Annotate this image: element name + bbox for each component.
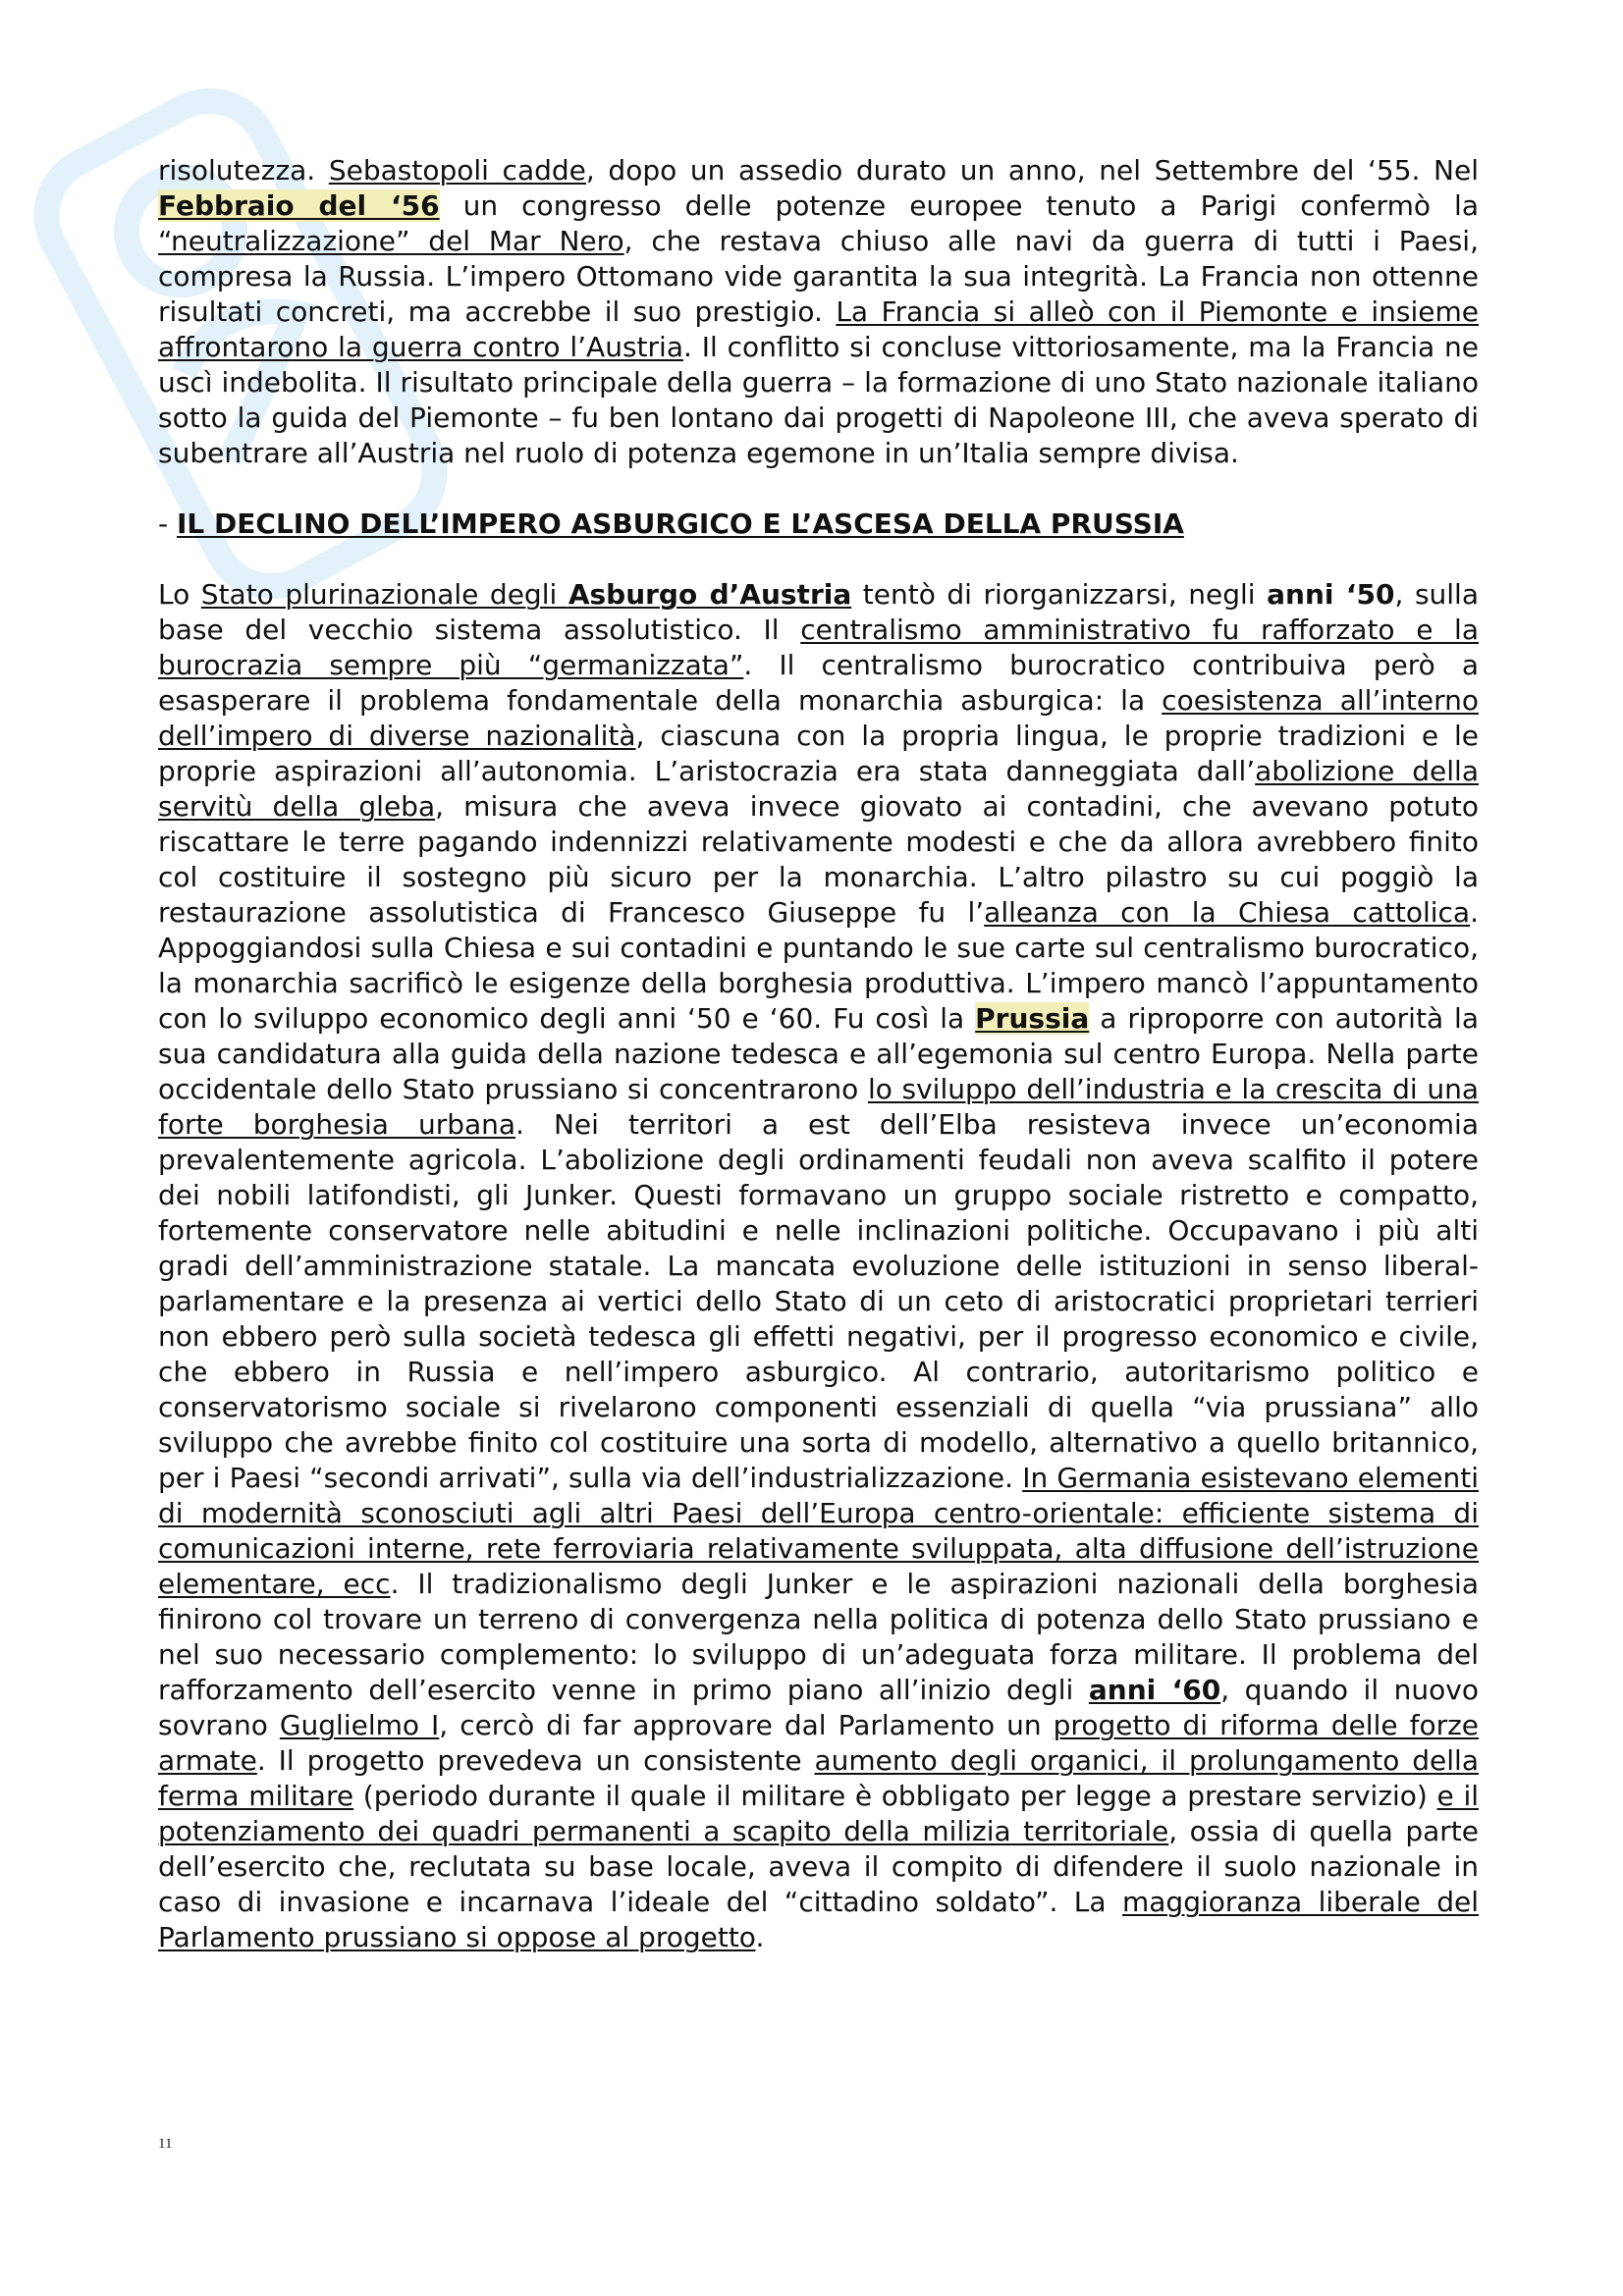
text-run: , quando il nuovo sovrano [158, 1674, 1479, 1741]
text-run: un congresso delle potenze europee tenuto a Parigi confermò la [439, 189, 1479, 222]
heading-prefix: - [158, 507, 178, 540]
bold-underlined-text-run: Prussia [975, 1002, 1090, 1035]
text-run: risolutezza. [158, 154, 329, 187]
text-run: . Appoggiandosi sulla Chiesa e sui contadini e puntando le sue carte sul centralismo burocratico, la monarchia sacrificò le esigenze della borghesia produttiva. L’impero mancò l’appuntamento con lo sviluppo economico degli anni ‘50 e ‘60. Fu così la [158, 896, 1479, 1035]
text-run: (periodo durante il quale il militare è obbligato per legge a prestare servizio) [353, 1780, 1437, 1812]
text-run: . Il centralismo burocratico contribuiva però a esasperare il problema fondamentale della monarchia asburgica: la [158, 649, 1479, 717]
underlined-text-run: coesistenza all’interno dell’impero di diverse nazionalità [158, 684, 1479, 752]
text-run: . Nei territori a est dell’Elba resisteva invece un’economia prevalentemente agricola. L’abolizione degli ordinamenti feudali non aveva scalfito il potere dei nobili latifondisti, gli Junker. Questi formavano un gruppo sociale ristretto e compatto, fortemente conservatore nelle abitudini e nelle inclinazioni politiche. Occupavano i più alti gradi dell’amministrazione statale. La mancata evoluzione delle istituzioni in senso liberal-parlamentare e la presenza ai vertici dello Stato di un ceto di aristocratici proprietari terrieri non ebbero però sulla società tedesca gli effetti negativi, per il progresso economico e civile, che ebbero in Russia e nell’impero asburgico. Al contrario, autoritarismo politico e conservatorismo sociale si rivelarono componenti essenziali di quella “via prussiana” allo sviluppo che avrebbe finito col costituire una sorta di modello, alternativo a quello britannico, per i Paesi “secondi arrivati”, sulla via dell’industrializzazione. [158, 1108, 1479, 1494]
heading-title: IL DECLINO DELL’IMPERO ASBURGICO E L’ASCESA DELLA PRUSSIA [177, 507, 1184, 540]
text-run: , cercò di far approvare dal Parlamento un [439, 1709, 1054, 1741]
underlined-text-run: Stato plurinazionale degli [200, 578, 568, 611]
page-number: 11 [158, 2136, 173, 2152]
underlined-text-run: e il potenziamento dei quadri permanenti a scapito della milizia territoriale [158, 1780, 1480, 1847]
paragraph-habsburg-prussia [158, 577, 1479, 1955]
section-heading [158, 507, 1479, 542]
text-run: , sulla base del vecchio sistema assolutistico. Il [158, 578, 1479, 646]
document-body [158, 153, 1479, 1955]
underlined-text-run: maggioranza liberale del Parlamento prussiano si oppose al progetto [158, 1886, 1480, 1953]
underlined-text-run: lo sviluppo dell’industria e la crescita di una forte borghesia urbana [158, 1073, 1480, 1141]
bold-underlined-text-run: anni ‘60 [1088, 1674, 1221, 1706]
underlined-text-run: Guglielmo I [279, 1709, 440, 1741]
bold-text-run: anni ‘50 [1267, 578, 1395, 611]
text-run: . Il progetto prevedeva un consistente [256, 1744, 815, 1777]
underlined-text-run: La Francia si alleò con il Piemonte e insieme affrontarono la guerra contro l’Austria [158, 295, 1480, 363]
text-run: . Il tradizionalismo degli Junker e le aspirazioni nazionali della borghesia finirono col trovare un terreno di convergenza nella politica di potenza dello Stato prussiano e nel suo necessario complemento: lo sviluppo di un’adeguata forza militare. Il problema del rafforzamento dell’esercito venne in primo piano all’inizio degli [158, 1568, 1479, 1706]
underlined-text-run: Sebastopoli cadde [328, 154, 586, 187]
underlined-text-run: “neutralizzazione” del Mar Nero [158, 225, 624, 257]
bold-underlined-text-run: Febbraio del ‘56 [158, 189, 440, 222]
underlined-text-run: alleanza con la Chiesa cattolica [984, 896, 1471, 929]
underlined-text-run: In Germania esistevano elementi di modernità sconosciuti agli altri Paesi dell’Europa centro-orientale: efficiente sistema di comunicazioni interne, rete ferroviaria relativamente sviluppata, alta diffusione dell’istruzione elementare, ecc [158, 1462, 1479, 1600]
underlined-text-run: abolizione della servitù della gleba [158, 755, 1479, 823]
underlined-text-run: aumento degli organici, il prolungamento della ferma militare [158, 1744, 1479, 1812]
paragraph-continuation [158, 153, 1479, 471]
text-run: tentò di riorganizzarsi, negli [851, 578, 1268, 611]
text-run: , misura che aveva invece giovato ai contadini, che avevano potuto riscattare le terre pagando indennizzi relativamente modesti e che da allora avrebbero finito col costituire il sostegno più sicuro per la monarchia. L’altro pilastro su cui poggiò la restaurazione assolutistica di Francesco Giuseppe fu l’ [158, 790, 1480, 929]
text-run: , che restava chiuso alle navi da guerra di tutti i Paesi, compresa la Russia. L’impero Ottomano vide garantita la sua integrità. La Francia non ottenne risultati concreti, ma accrebbe il suo prestigio. [158, 225, 1479, 328]
text-run: , dopo un assedio durato un anno, nel Settembre del ‘55. Nel [585, 154, 1480, 187]
underlined-text-run: centralismo amministrativo fu rafforzato e la burocrazia sempre più “germanizzata” [158, 614, 1479, 681]
underlined-text-run: progetto di riforma delle forze armate [158, 1709, 1480, 1777]
text-run: . Il conflitto si concluse vittoriosamente, ma la Francia ne uscì indebolita. Il risultato principale della guerra – la formazione di uno Stato nazionale italiano sotto la guida del Piemonte – fu ben lontano dai progetti di Napoleone III, che aveva sperato di subentrare all’Austria nel ruolo di potenza egemone in un’Italia sempre divisa. [158, 331, 1479, 469]
bold-underlined-text-run: Asburgo d’Austria [568, 578, 852, 611]
text-run: . [755, 1921, 765, 1953]
text-run: , ossia di quella parte dell’esercito che, reclutata su base locale, aveva il compito di difendere il suolo nazionale in caso di invasione e incarnava l’ideale del “cittadino soldato”. La [158, 1815, 1479, 1918]
text-run: , ciascuna con la propria lingua, le proprie tradizioni e le proprie aspirazioni all’autonomia. L’aristocrazia era stata danneggiata dall’ [158, 720, 1479, 787]
text-run: a riproporre con autorità la sua candidatura alla guida della nazione tedesca e all’egemonia sul centro Europa. Nella parte occidentale dello Stato prussiano si concentrarono [158, 1002, 1479, 1105]
text-run: Lo [158, 578, 201, 611]
